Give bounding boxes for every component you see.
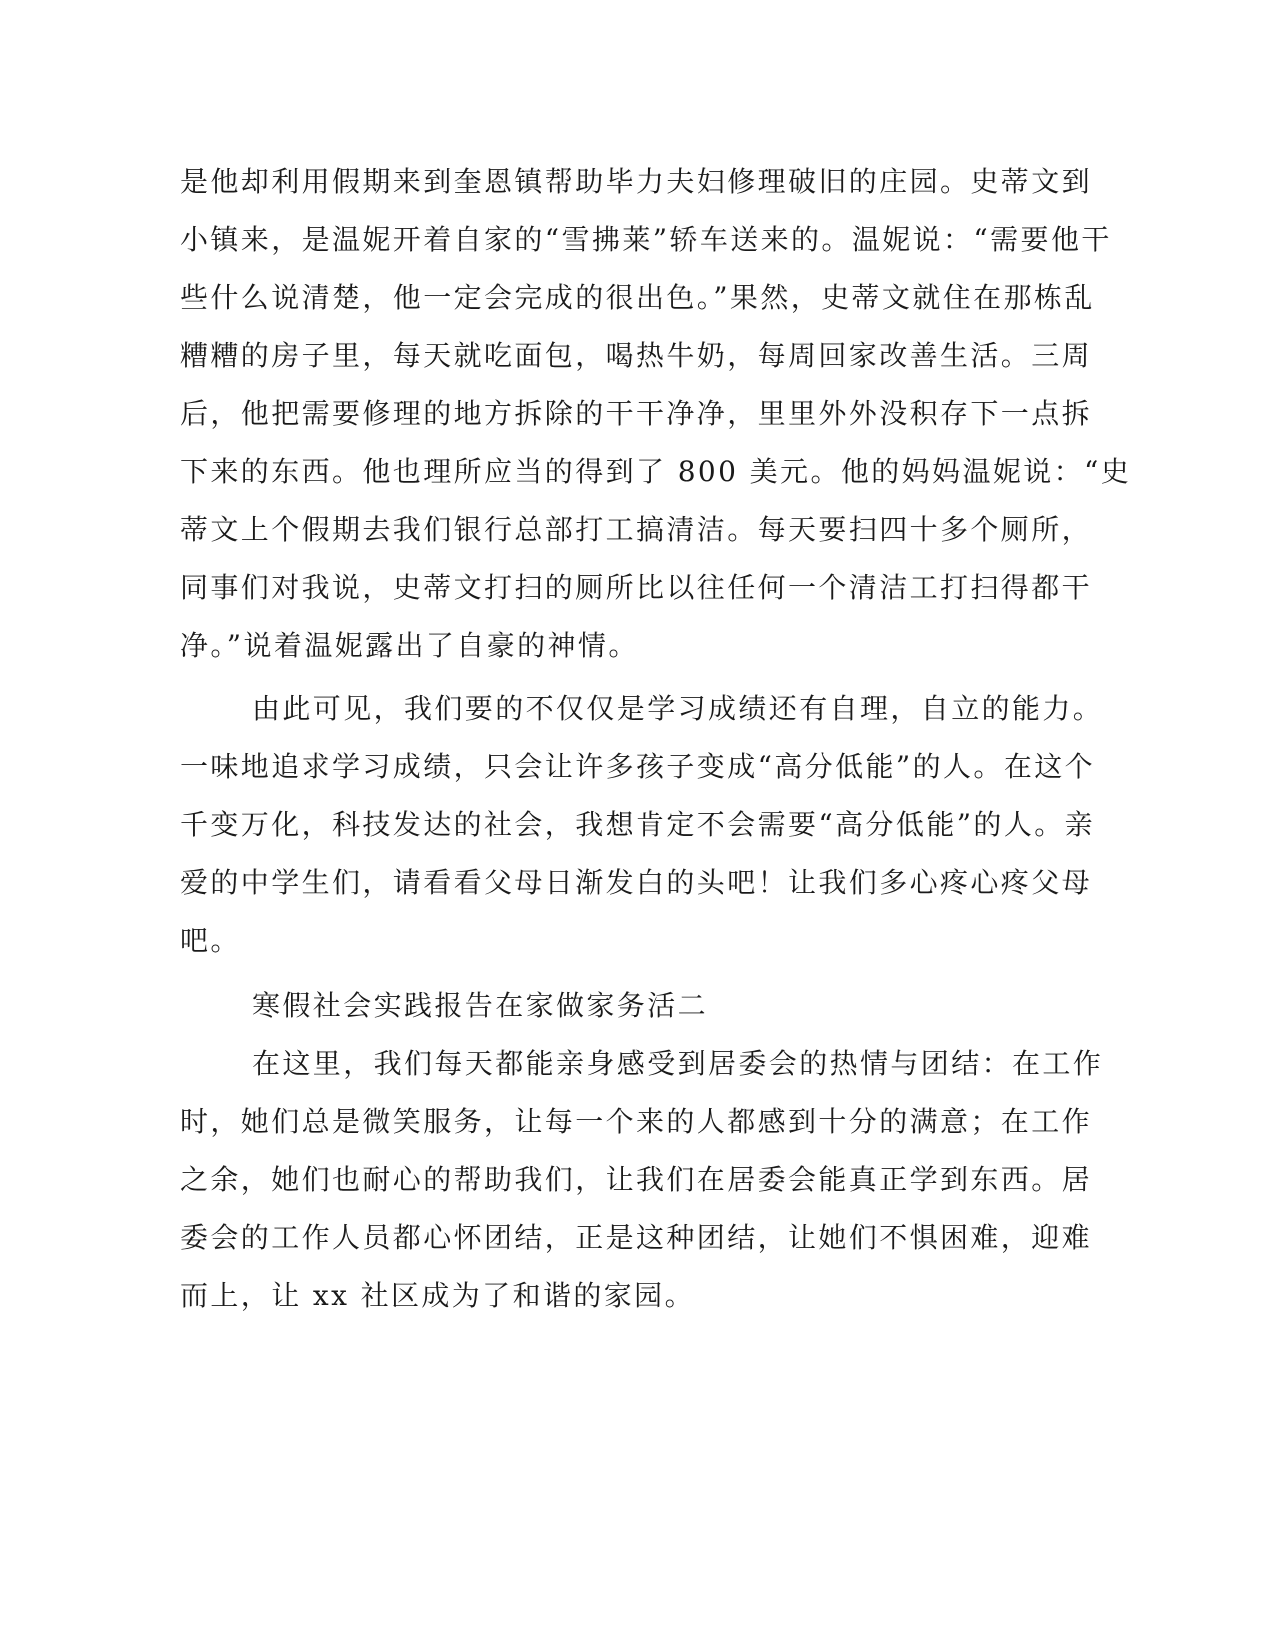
text-line: 爱的中学生们，请看看父母日渐发白的头吧！让我们多心疼心疼父母: [180, 866, 1093, 899]
text-line: 一味地追求学习成绩，只会让许多孩子变成“高分低能”的人。在这个: [180, 750, 1096, 783]
text-line: 些什么说清楚，他一定会完成的很出色。”果然，史蒂文就住在那栋乱: [180, 281, 1095, 314]
text-line: 在这里，我们每天都能亲身感受到居委会的热情与团结：在工作: [252, 1047, 1104, 1080]
text-line: 由此可见，我们要的不仅仅是学习成绩还有自理，自立的能力。: [252, 692, 1104, 725]
text-line: 是他却利用假期来到奎恩镇帮助毕力夫妇修理破旧的庄园。史蒂文到: [180, 165, 1093, 198]
text-line: 之余，她们也耐心的帮助我们，让我们在居委会能真正学到东西。居: [180, 1163, 1093, 1196]
text-line: 时，她们总是微笑服务，让每一个来的人都感到十分的满意；在工作: [180, 1105, 1093, 1138]
text-line: 下来的东西。他也理所应当的得到了 800 美元。他的妈妈温妮说：“史: [180, 455, 1132, 488]
section-title: 寒假社会实践报告在家做家务活二: [252, 989, 709, 1022]
text-line: 而上，让 xx 社区成为了和谐的家园。: [180, 1279, 695, 1312]
text-line: 委会的工作人员都心怀团结，正是这种团结，让她们不惧困难，迎难: [180, 1221, 1093, 1254]
text-line: 净。”说着温妮露出了自豪的神情。: [180, 629, 639, 662]
text-line: 小镇来，是温妮开着自家的“雪拂莱”轿车送来的。温妮说：“需要他干: [180, 223, 1112, 256]
text-line: 蒂文上个假期去我们银行总部打工搞清洁。每天要扫四十多个厕所，: [180, 513, 1093, 546]
text-line: 糟糟的房子里，每天就吃面包，喝热牛奶，每周回家改善生活。三周: [180, 339, 1093, 372]
text-line: 吧。: [180, 924, 241, 957]
text-line: 同事们对我说，史蒂文打扫的厕所比以往任何一个清洁工打扫得都干: [180, 571, 1093, 604]
text-line: 千变万化，科技发达的社会，我想肯定不会需要“高分低能”的人。亲: [180, 808, 1096, 841]
text-line: 后，他把需要修理的地方拆除的干干净净，里里外外没积存下一点拆: [180, 397, 1093, 430]
